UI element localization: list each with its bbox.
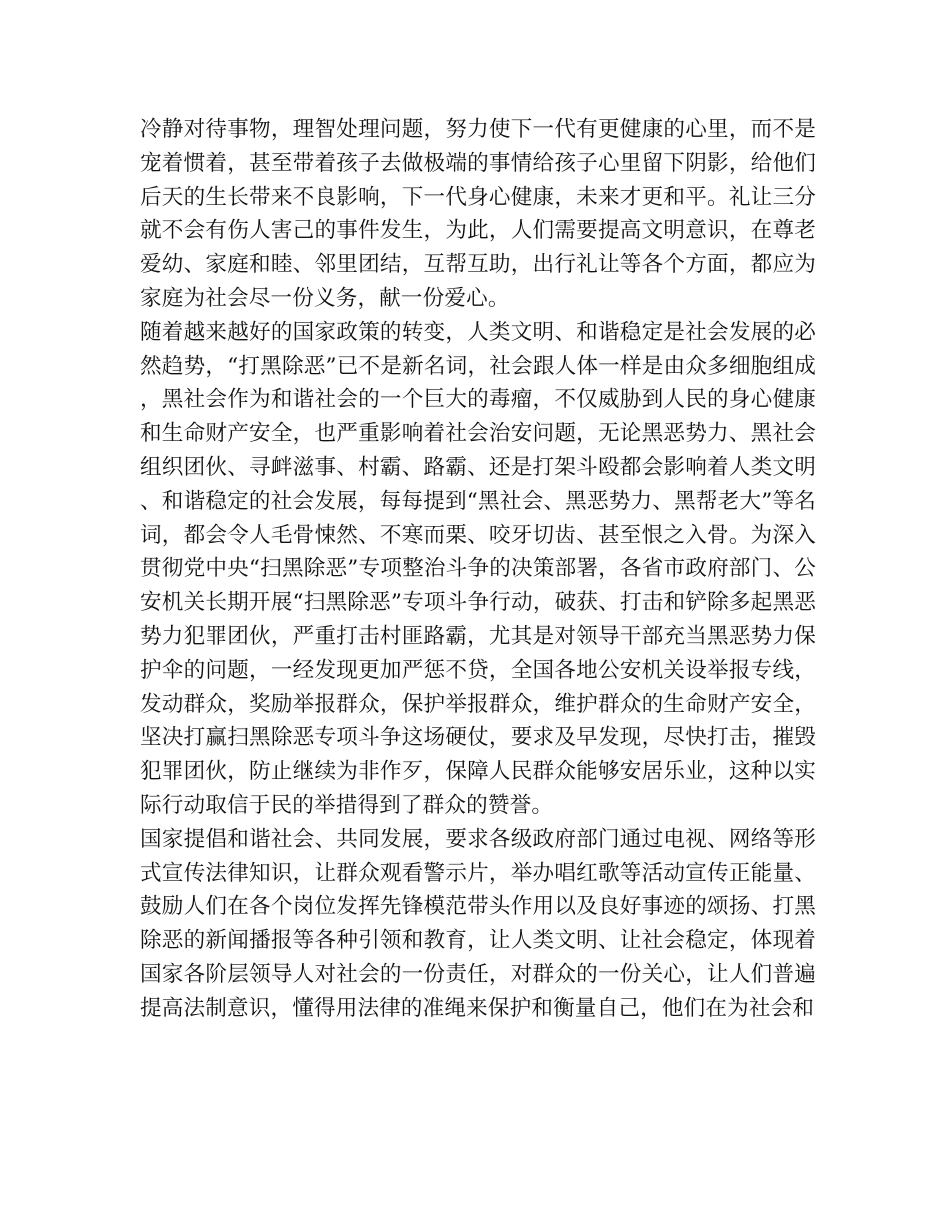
paragraph-3: 国家提倡和谐社会、共同发展，要求各级政府部门通过电视、网络等形式宣传法律知识，让群众观看警示片，举办唱红歌等活动宣传正能量、鼓励人们在各个岗位发挥先锋模范带头作用以及良好事迹的颂扬、打黑除恶的新闻播报等各种引领和教育，让人类文明、让社会稳定，体现着国家各阶层领导人对社会的一份责任，对群众的一份关心，让人们普遍提高法制意识，懂得用法律的准绳来保护和衡量自己，他们在为社会和 [140, 826, 816, 1021]
paragraph-1: 冷静对待事物，理智处理问题，努力使下一代有更健康的心里，而不是宠着惯着，甚至带着孩子去做极端的事情给孩子心里留下阴影，给他们后天的生长带来不良影响，下一代身心健康，未来才更和平。礼让三分就不会有伤人害己的事件发生，为此，人们需要提高文明意识，在尊老爱幼、家庭和睦、邻里团结，互帮互助，出行礼让等各个方面，都应为家庭为社会尽一份义务，献一份爱心。 [140, 117, 816, 311]
paragraph-2: 随着越来越好的国家政策的转变，人类文明、和谐稳定是社会发展的必然趋势，“打黑除恶”已不是新名词，社会跟人体一样是由众多细胞组成，黑社会作为和谐社会的一个巨大的毒瘤，不仅威胁到人民的身心健康和生命财产安全，也严重影响着社会治安问题，无论黑恶势力、黑社会组织团伙、寻衅滋事、村霸、路霸、还是打架斗殴都会影响着人类文明、和谐稳定的社会发展，每每提到“黑社会、黑恶势力、黑帮老大”等名词，都会令人毛骨悚然、不寒而栗、咬牙切齿、甚至恨之入骨。为深入贯彻党中央“扫黑除恶”专项整治斗争的决策部署，各省市政府部门、公安机关长期开展“扫黑除恶”专项斗争行动，破获、打击和铲除多起黑恶势力犯罪团伙，严重打击村匪路霸，尤其是对领导干部充当黑恶势力保护伞的问题，一经发现更加严惩不贷，全国各地公安机关设举报专线，发动群众，奖励举报群众，保护举报群众，维护群众的生命财产安全，坚决打赢扫黑除恶专项斗争这场硬仗，要求及早发现，尽快打击，摧毁犯罪团伙，防止继续为非作歹，保障人民群众能够安居乐业，这种以实际行动取信于民的举措得到了群众的赞誉。 [140, 319, 816, 818]
body-text [140, 113, 816, 1026]
